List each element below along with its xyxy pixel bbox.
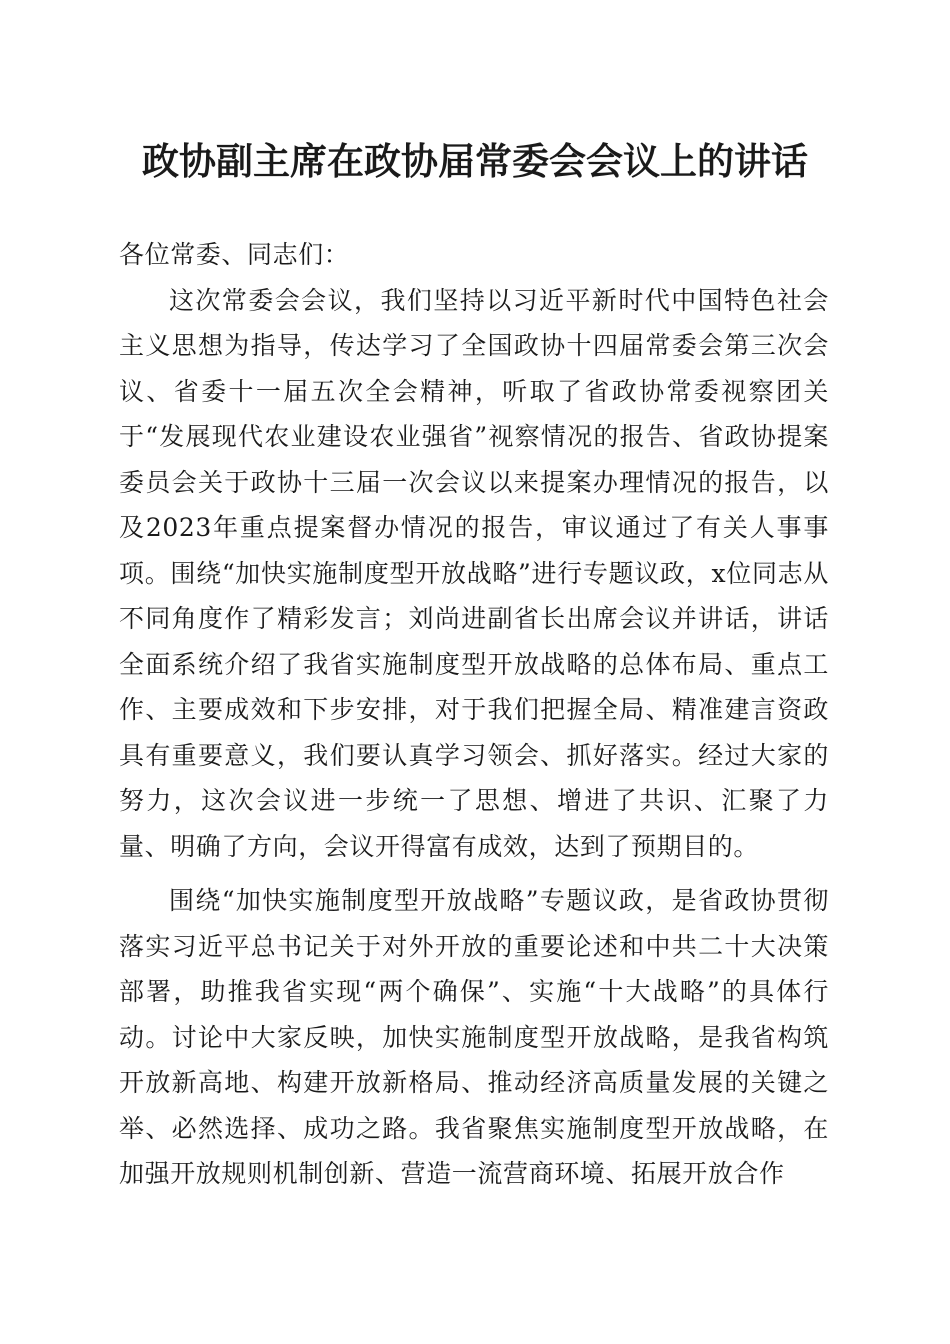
paragraph-2: 围绕“加快实施制度型开放战略”专题议政，是省政协贯彻落实习近平总书记关于对外开放的重要论述和中共二十大决策部署，助推我省实现“两个确保”、实施“十大战略”的具体行动。讨论中大家反映，加快实施制度型开放战略，是我省构筑开放新高地、构建开放新格局、推动经济高质量发展的关键之举、必然选择、成功之路。我省聚焦实施制度型开放战略，在加强开放规则机制创新、营造一流营商环境、拓展开放合作 xyxy=(119,886,829,1188)
salutation: 各位常委、同志们： xyxy=(119,240,350,269)
document-title: 政协副主席在政协届常委会会议上的讲话 xyxy=(142,139,808,183)
document-body xyxy=(119,232,829,1197)
paragraph-1: 这次常委会会议，我们坚持以习近平新时代中国特色社会主义思想为指导，传达学习了全国政协十四届常委会第三次会议、省委十一届五次全会精神，听取了省政协常委视察团关于“发展现代农业建设农业强省”视察情况的报告、省政协提案委员会关于政协十三届一次会议以来提案办理情况的报告，以及2023年重点提案督办情况的报告，审议通过了有关人事事项。围绕“加快实施制度型开放战略”进行专题议政，x位同志从不同角度作了精彩发言；刘尚进副省长出席会议并讲话，讲话全面系统介绍了我省实施制度型开放战略的总体布局、重点工作、主要成效和下步安排，对于我们把握全局、精准建言资政具有重要意义，我们要认真学习领会、抓好落实。经过大家的努力，这次会议进一步统一了思想、增进了共识、汇聚了力量、明确了方向，会议开得富有成效，达到了预期目的。 xyxy=(119,285,829,861)
